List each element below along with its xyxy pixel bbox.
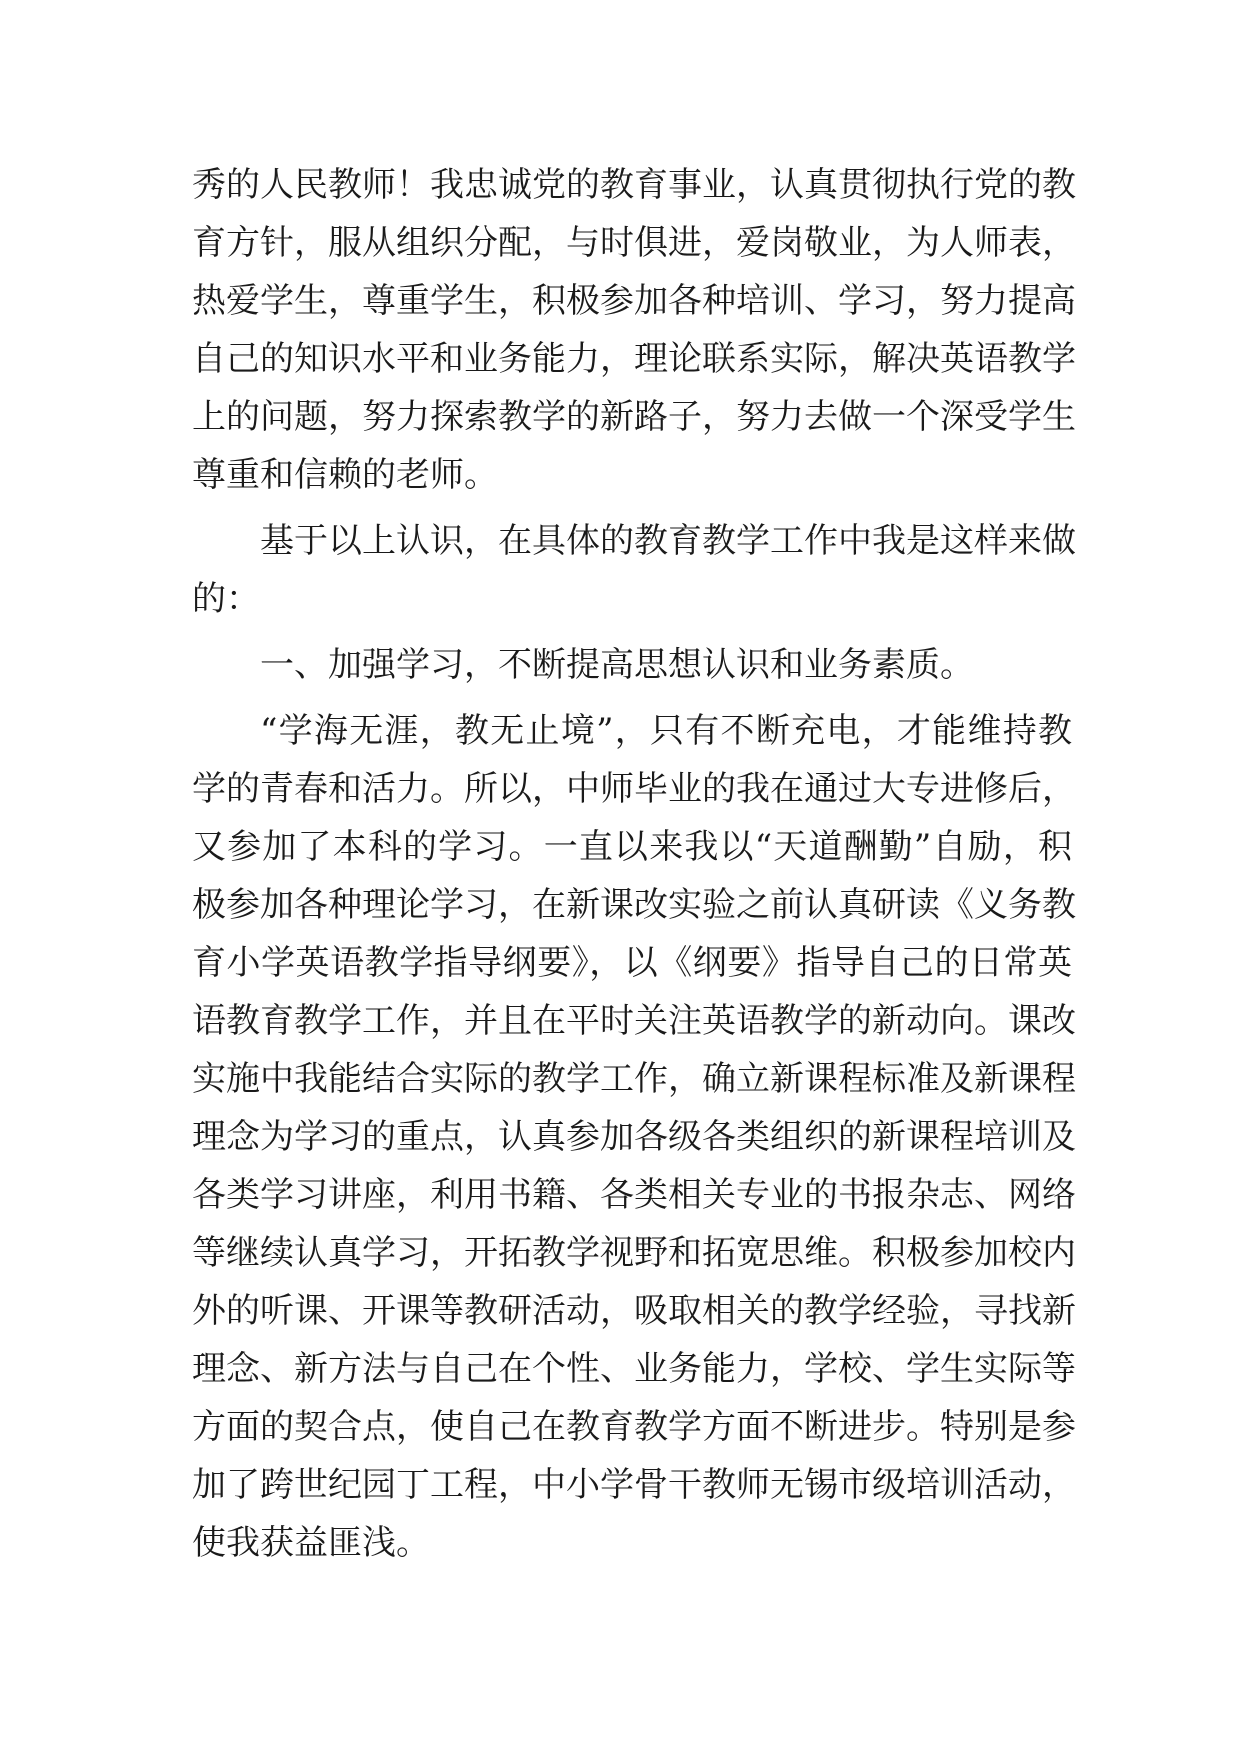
text-line: 等继续认真学习，开拓教学视野和拓宽思维。积极参加校内 [192, 1233, 1076, 1273]
paragraph-gap [192, 628, 1072, 636]
section-heading [192, 636, 1072, 694]
text-line: 各类学习讲座，利用书籍、各类相关专业的书报杂志、网络 [192, 1175, 1076, 1215]
text-line: 使我获益匪浅。 [192, 1523, 430, 1563]
text-line: 秀的人民教师！我忠诚党的教育事业，认真贯彻执行党的教 [192, 165, 1076, 205]
text-line: 极参加各种理论学习，在新课改实验之前认真研读《义务教 [192, 885, 1076, 925]
text-line: “学海无涯，教无止境”，只有不断充电，才能维持教 [260, 711, 1072, 751]
paragraph [192, 156, 1076, 504]
text-line: 外的听课、开课等教研活动，吸取相关的教学经验，寻找新 [192, 1291, 1076, 1331]
text-line: 实施中我能结合实际的教学工作，确立新课程标准及新课程 [192, 1059, 1076, 1099]
text-line: 语教育教学工作，并且在平时关注英语教学的新动向。课改 [192, 1001, 1076, 1041]
text-line: 的： [192, 579, 260, 619]
paragraph [192, 702, 1076, 1572]
text-line: 上的问题，努力探索教学的新路子，努力去做一个深受学生 [192, 397, 1076, 437]
text-line: 加了跨世纪园丁工程，中小学骨干教师无锡市级培训活动， [192, 1465, 1076, 1505]
text-line: 理念为学习的重点，认真参加各级各类组织的新课程培训及 [192, 1117, 1076, 1157]
text-line: 方面的契合点，使自己在教育教学方面不断进步。特别是参 [192, 1407, 1076, 1447]
text-line: 育方针，服从组织分配，与时俱进，爱岗敬业，为人师表， [192, 223, 1076, 263]
document-body [192, 156, 1076, 1572]
paragraph-gap [192, 504, 1072, 512]
text-line: 学的青春和活力。所以，中师毕业的我在通过大专进修后， [192, 769, 1076, 809]
text-line: 热爱学生，尊重学生，积极参加各种培训、学习，努力提高 [192, 281, 1076, 321]
text-line: 基于以上认识，在具体的教育教学工作中我是这样来做 [260, 521, 1076, 561]
paragraph-gap [192, 694, 1072, 702]
paragraph [192, 512, 1076, 628]
text-line: 育小学英语教学指导纲要》，以《纲要》指导自己的日常英 [192, 943, 1072, 983]
text-line: 尊重和信赖的老师。 [192, 455, 498, 495]
text-line: 自己的知识水平和业务能力，理论联系实际，解决英语教学 [192, 339, 1076, 379]
text-line: 一、加强学习，不断提高思想认识和业务素质。 [260, 645, 974, 685]
text-line: 理念、新方法与自己在个性、业务能力，学校、学生实际等 [192, 1349, 1076, 1389]
text-line: 又参加了本科的学习。一直以来我以“天道酬勤”自励，积 [192, 827, 1072, 867]
